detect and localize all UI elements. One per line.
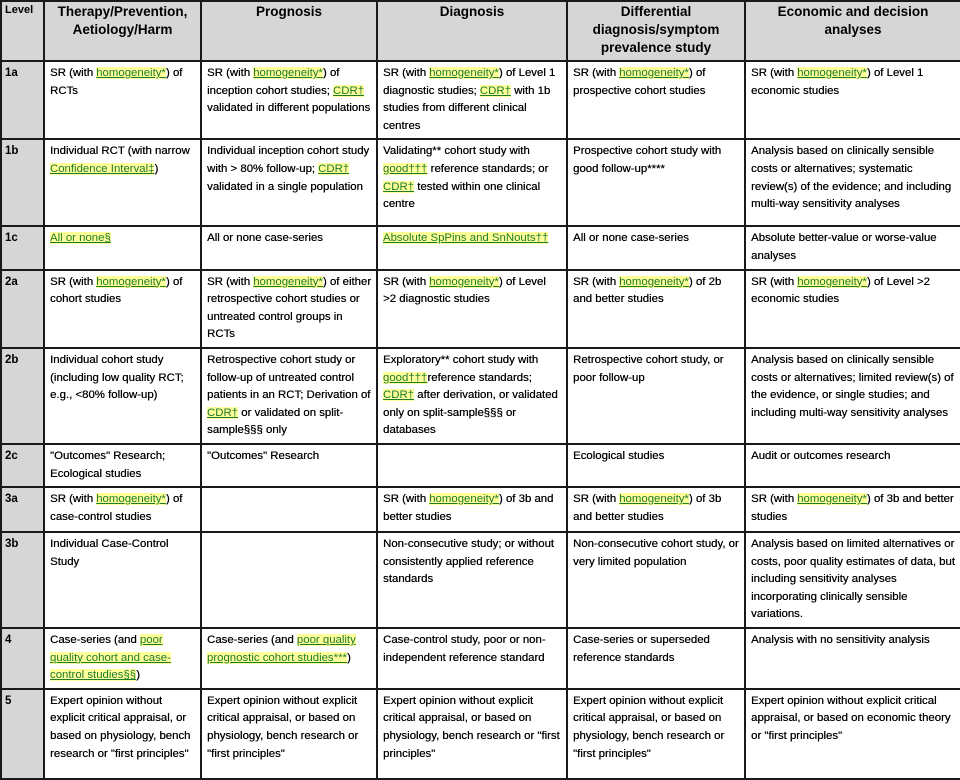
- cell-text: Case-series (and: [50, 634, 140, 647]
- definition-link[interactable]: homogeneity*: [619, 67, 689, 79]
- cell-text: Analysis based on limited alternatives or costs, poor quality estimates of data, but including sensitivity analyses incorporating clinically sensible variations.: [751, 538, 955, 621]
- cell-text: reference standards; or: [427, 162, 549, 175]
- cell-text: ) of Level 1 economic studies: [751, 67, 924, 97]
- cell-text: Validating** cohort study with: [383, 145, 530, 158]
- therapy-cell: [44, 444, 201, 487]
- cell-text: SR (with: [207, 67, 254, 79]
- cell-text: ) of 3b and better studies: [383, 493, 554, 523]
- cell-text: with 1b studies from different clinical centres: [383, 84, 551, 132]
- diagnosis-cell: [377, 270, 567, 348]
- cell-text: ) of 2b and better studies: [573, 275, 722, 306]
- diagnosis-cell: [377, 226, 567, 269]
- header-economic: Economic and decision analyses: [745, 1, 960, 61]
- header-therapy: Therapy/Prevention, Aetiology/Harm: [44, 1, 201, 61]
- table-row: [1, 61, 960, 139]
- cell-text: Prospective cohort study with good follow-up****: [573, 145, 722, 175]
- cell-text: ) of 3b and better studies: [573, 493, 722, 523]
- differential-cell: [567, 628, 745, 689]
- diagnosis-cell: [377, 532, 567, 628]
- cell-text: "Outcomes" Research: [207, 449, 319, 462]
- cell-text: Expert opinion without explicit critical appraisal, or based on physiology, bench research or "first principles": [207, 694, 359, 760]
- cell-text: ) of 3b and better studies: [751, 493, 954, 523]
- cell-text: Expert opinion without explicit critical appraisal, or based on physiology, bench research or "first principles": [50, 694, 191, 760]
- differential-cell: [567, 139, 745, 226]
- cell-text: ) of case-control studies: [50, 493, 183, 523]
- cell-text: ): [136, 669, 140, 682]
- definition-link[interactable]: CDR†: [318, 162, 350, 175]
- definition-link[interactable]: Absolute SpPins and SnNouts††: [383, 232, 549, 245]
- cell-text: tested within one clinical centre: [383, 180, 541, 211]
- table-row: [1, 532, 960, 628]
- therapy-cell: [44, 532, 201, 628]
- definition-link[interactable]: homogeneity*: [253, 67, 323, 79]
- definition-link[interactable]: good†††: [383, 162, 428, 175]
- definition-link[interactable]: homogeneity*: [96, 275, 166, 288]
- cell-text: Individual RCT (with narrow: [50, 145, 190, 158]
- cell-text: ) of Level >2 diagnostic studies: [383, 275, 546, 306]
- definition-link[interactable]: poor quality cohort and case-control studies§§: [50, 634, 171, 682]
- definition-link[interactable]: Confidence Interval‡: [50, 162, 155, 175]
- cell-text: ): [154, 162, 159, 175]
- definition-link[interactable]: homogeneity*: [797, 275, 867, 288]
- cell-text: Retrospective cohort study or follow-up of untreated control patients in an RCT; Derivation of: [207, 353, 371, 402]
- diagnosis-cell: [377, 61, 567, 139]
- cell-text: Case-series or superseded reference standards: [573, 634, 710, 664]
- cell-text: Ecological studies: [573, 449, 665, 462]
- cell-text: SR (with: [50, 275, 97, 288]
- therapy-cell: [44, 139, 201, 226]
- cell-text: Non-consecutive cohort study, or very limited population: [573, 538, 739, 568]
- cell-text: after derivation, or validated only on split-sample§§§ or databases: [383, 389, 558, 437]
- economic-cell: [745, 270, 960, 348]
- prognosis-cell: [201, 532, 377, 628]
- definition-link[interactable]: homogeneity*: [429, 275, 499, 288]
- prognosis-cell: [201, 139, 377, 226]
- definition-link[interactable]: All or none§: [50, 232, 111, 245]
- prognosis-cell: [201, 689, 377, 779]
- definition-link[interactable]: homogeneity*: [619, 275, 689, 288]
- therapy-cell: [44, 226, 201, 269]
- differential-cell: [567, 689, 745, 779]
- therapy-cell: [44, 61, 201, 139]
- level-cell: 5: [1, 689, 44, 779]
- level-cell: 2a: [1, 270, 44, 348]
- cell-text: reference standards;: [427, 371, 532, 384]
- cell-text: Case-control study, poor or non-independent reference standard: [383, 634, 546, 664]
- cell-text: SR (with: [50, 493, 97, 506]
- cell-text: All or none case-series: [207, 232, 323, 245]
- differential-cell: [567, 487, 745, 532]
- cell-text: SR (with: [383, 493, 430, 506]
- definition-link[interactable]: homogeneity*: [429, 493, 499, 506]
- cell-text: Case-series (and: [207, 634, 297, 647]
- economic-cell: [745, 61, 960, 139]
- economic-cell: [745, 139, 960, 226]
- differential-cell: [567, 270, 745, 348]
- cell-text: Analysis based on clinically sensible costs or alternatives; limited review(s) of the evidence, or single studies; and including multi-way sensitivity analyses: [751, 353, 954, 419]
- cell-text: SR (with: [751, 67, 798, 79]
- header-level: Level: [1, 1, 44, 61]
- cell-text: SR (with: [207, 275, 254, 288]
- level-cell: 4: [1, 628, 44, 689]
- cell-text: SR (with: [383, 67, 430, 79]
- cell-text: ) of either retrospective cohort studies or untreated control groups in RCTs: [207, 275, 371, 341]
- definition-link[interactable]: CDR†: [333, 84, 365, 97]
- cell-text: Individual Case-Control Study: [50, 538, 169, 568]
- cell-text: or validated on split-sample§§§ only: [207, 406, 344, 437]
- table-row: [1, 487, 960, 532]
- cell-text: ) of inception cohort studies;: [207, 67, 340, 97]
- differential-cell: [567, 226, 745, 269]
- economic-cell: [745, 226, 960, 269]
- economic-cell: [745, 689, 960, 779]
- economic-cell: [745, 487, 960, 532]
- therapy-cell: [44, 348, 201, 444]
- diagnosis-cell: [377, 628, 567, 689]
- cell-text: SR (with: [573, 493, 620, 506]
- table-row: [1, 348, 960, 444]
- prognosis-cell: [201, 61, 377, 139]
- economic-cell: [745, 444, 960, 487]
- cell-text: Exploratory** cohort study with: [383, 353, 539, 366]
- cell-text: ) of Level 1 diagnostic studies;: [383, 67, 556, 97]
- therapy-cell: [44, 270, 201, 348]
- prognosis-cell: [201, 226, 377, 269]
- cell-text: Expert opinion without explicit critical appraisal, or based on physiology, bench research or "first principles": [573, 694, 725, 760]
- economic-cell: [745, 348, 960, 444]
- header-row: [1, 1, 960, 61]
- definition-link[interactable]: homogeneity*: [96, 67, 166, 79]
- definition-link[interactable]: CDR†: [383, 180, 415, 193]
- table-row: [1, 226, 960, 269]
- cell-text: Retrospective cohort study, or poor follow-up: [573, 353, 724, 384]
- therapy-cell: [44, 487, 201, 532]
- table-row: [1, 689, 960, 779]
- definition-link[interactable]: homogeneity*: [96, 493, 166, 506]
- cell-text: Individual inception cohort study with > 80% follow-up;: [207, 145, 370, 175]
- diagnosis-cell: [377, 348, 567, 444]
- cell-text: Absolute better-value or worse-value analyses: [751, 232, 937, 262]
- economic-cell: [745, 628, 960, 689]
- prognosis-cell: [201, 628, 377, 689]
- prognosis-cell: [201, 444, 377, 487]
- differential-cell: [567, 348, 745, 444]
- definition-link[interactable]: CDR†: [383, 389, 415, 402]
- header-differential: Differential diagnosis/symptom prevalence study: [567, 1, 745, 61]
- diagnosis-cell: [377, 689, 567, 779]
- definition-link[interactable]: CDR†: [479, 84, 511, 97]
- cell-text: ) of Level >2 economic studies: [751, 275, 930, 306]
- definition-link[interactable]: homogeneity*: [619, 493, 689, 506]
- differential-cell: [567, 532, 745, 628]
- cell-text: SR (with: [751, 493, 798, 506]
- diagnosis-cell: [377, 444, 567, 487]
- cell-text: All or none case-series: [573, 232, 689, 245]
- definition-link[interactable]: homogeneity*: [797, 67, 867, 79]
- header-prognosis: Prognosis: [201, 1, 377, 61]
- cell-text: SR (with: [573, 67, 620, 79]
- level-cell: 1a: [1, 61, 44, 139]
- table-row: [1, 444, 960, 487]
- economic-cell: [745, 532, 960, 628]
- cell-text: SR (with: [383, 275, 430, 288]
- prognosis-cell: [201, 270, 377, 348]
- level-cell: 3a: [1, 487, 44, 532]
- differential-cell: [567, 61, 745, 139]
- diagnosis-cell: [377, 139, 567, 226]
- definition-link[interactable]: homogeneity*: [429, 67, 499, 79]
- cell-text: Analysis with no sensitivity analysis: [751, 634, 930, 647]
- definition-link[interactable]: homogeneity*: [253, 275, 323, 288]
- cell-text: Expert opinion without explicit critical appraisal, or based on economic theory or "first principles": [751, 694, 951, 743]
- cell-text: ): [346, 651, 351, 664]
- level-cell: 1b: [1, 139, 44, 226]
- level-cell: 2c: [1, 444, 44, 487]
- cell-text: "Outcomes" Research; Ecological studies: [50, 449, 166, 480]
- therapy-cell: [44, 628, 201, 689]
- cell-text: ) of prospective cohort studies: [573, 67, 706, 97]
- table-row: [1, 270, 960, 348]
- diagnosis-cell: [377, 487, 567, 532]
- definition-link[interactable]: good†††: [383, 371, 428, 384]
- level-cell: 2b: [1, 348, 44, 444]
- definition-link[interactable]: CDR†: [207, 406, 239, 419]
- table-row: [1, 628, 960, 689]
- prognosis-cell: [201, 487, 377, 532]
- cell-text: SR (with: [50, 67, 97, 79]
- definition-link[interactable]: poor quality prognostic cohort studies***: [207, 634, 356, 664]
- cell-text: ) of cohort studies: [50, 275, 183, 306]
- definition-link[interactable]: homogeneity*: [797, 493, 867, 506]
- cell-text: SR (with: [751, 275, 798, 288]
- cell-text: validated in different populations: [207, 102, 371, 115]
- cell-text: Individual cohort study (including low quality RCT; e.g., <80% follow-up): [50, 353, 184, 402]
- cell-text: SR (with: [573, 275, 620, 288]
- header-diagnosis: Diagnosis: [377, 1, 567, 61]
- table-row: [1, 139, 960, 226]
- cell-text: Non-consecutive study; or without consistently applied reference standards: [383, 538, 554, 586]
- therapy-cell: [44, 689, 201, 779]
- differential-cell: [567, 444, 745, 487]
- cell-text: Analysis based on clinically sensible costs or alternatives; systematic review(s) of the evidence; and including multi-way sensitivity analyses: [751, 145, 952, 211]
- level-cell: 1c: [1, 226, 44, 269]
- prognosis-cell: [201, 348, 377, 444]
- level-cell: 3b: [1, 532, 44, 628]
- cell-text: validated in a single population: [207, 180, 363, 193]
- cell-text: ) of RCTs: [50, 67, 183, 97]
- cell-text: Expert opinion without explicit critical appraisal, or based on physiology, bench research or "first principles": [383, 694, 560, 760]
- cell-text: Audit or outcomes research: [751, 449, 891, 462]
